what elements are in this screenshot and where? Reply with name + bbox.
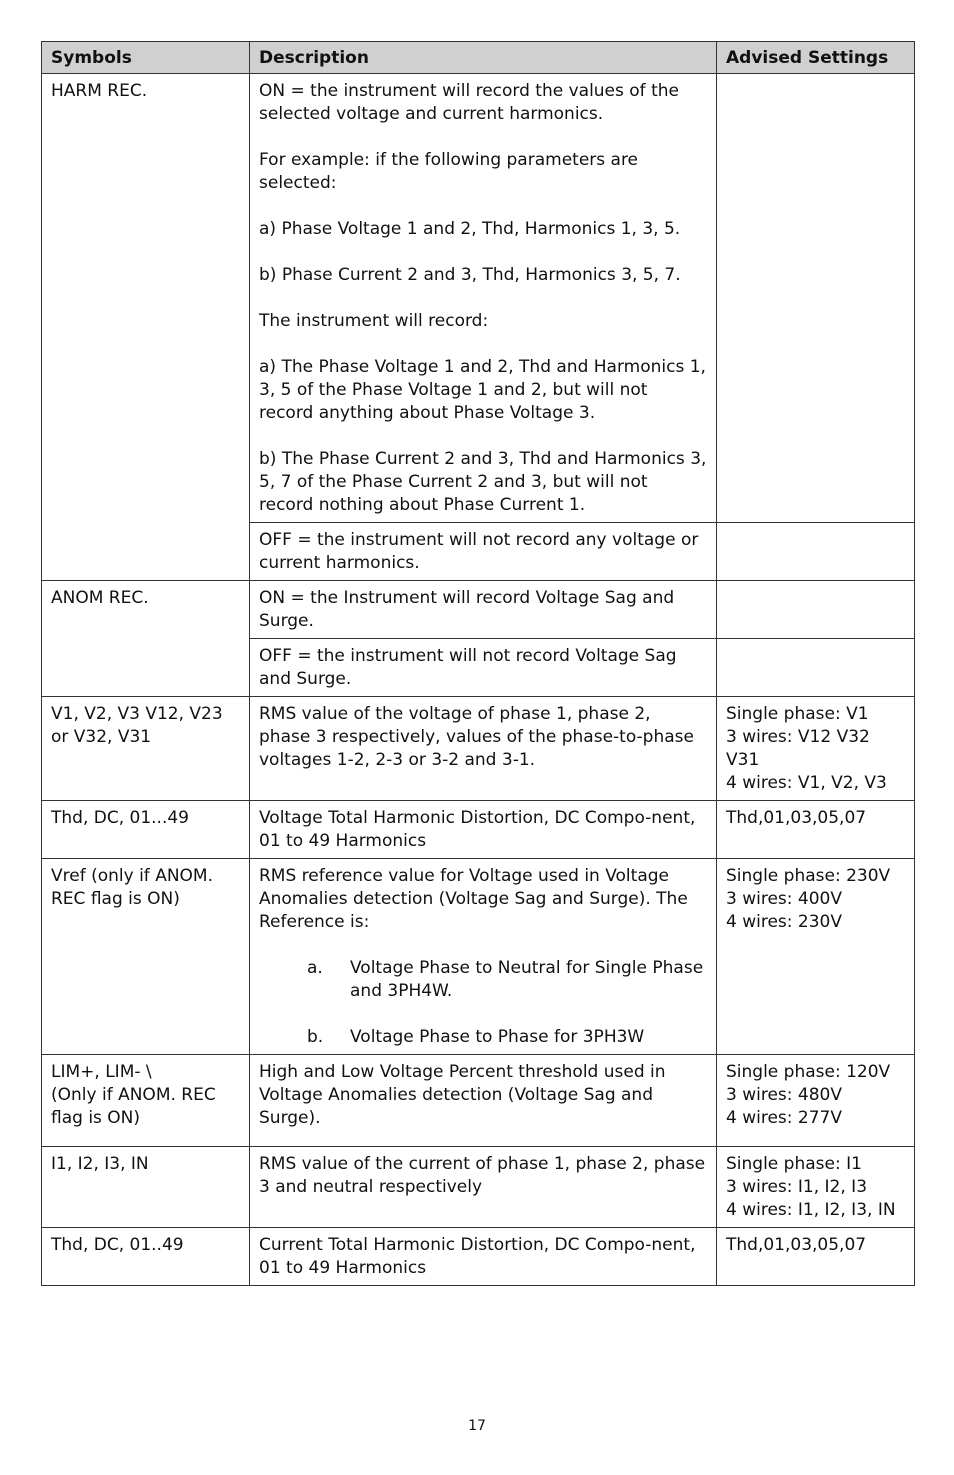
table-row: [42, 697, 915, 801]
table-row: [42, 1147, 915, 1228]
description-cell: OFF = the instrument will not record Voltage Sag and Surge.: [250, 639, 717, 697]
setting-line: Single phase: I1: [726, 1154, 862, 1174]
header-description: Description: [250, 42, 717, 74]
symbol-cell: HARM REC.: [42, 74, 250, 581]
paragraph: The instrument will record:: [259, 311, 489, 331]
settings-cell: [717, 1147, 915, 1228]
paragraph: a) Phase Voltage 1 and 2, Thd, Harmonics 1, 3, 5.: [259, 219, 681, 239]
settings-cell: [717, 1055, 915, 1147]
settings-cell: [717, 697, 915, 801]
paragraph: b) The Phase Current 2 and 3, Thd and Harmonics 3, 5, 7 of the Phase Current 2 and 3, but will not record nothing about Phase Current 1.: [259, 449, 707, 515]
settings-cell: [717, 523, 915, 581]
table-row: [42, 74, 915, 523]
page-number: 17: [468, 1418, 486, 1434]
list-text: Voltage Phase to Phase for 3PH3W: [350, 1027, 645, 1047]
description-cell: [250, 859, 717, 1055]
setting-line: 4 wires: 230V: [726, 912, 842, 932]
setting-line: 3 wires: V12 V32 V31: [726, 727, 870, 770]
settings-cell: [717, 859, 915, 1055]
header-advised-settings: Advised Settings: [717, 42, 915, 74]
settings-cell: [717, 581, 915, 639]
description-cell: [250, 74, 717, 523]
settings-cell: [717, 801, 915, 859]
description-cell: RMS value of the voltage of phase 1, phase 2, phase 3 respectively, values of the phase-to-phase voltages 1-2, 2-3 or 3-2 and 3-1.: [250, 697, 717, 801]
table-row: [42, 1228, 915, 1286]
setting-line: 4 wires: V1, V2, V3: [726, 773, 887, 793]
symbol-line: LIM+, LIM- \: [51, 1062, 152, 1082]
list-marker: a.: [307, 958, 323, 978]
table-row: [42, 1055, 915, 1147]
setting-line: Thd,01,03,05,07: [726, 1235, 867, 1255]
table-header-row: [42, 42, 915, 74]
symbol-line: (Only if ANOM. REC flag is ON): [51, 1085, 216, 1128]
setting-line: Single phase: V1: [726, 704, 869, 724]
setting-line: Single phase: 120V: [726, 1062, 891, 1082]
setting-line: 4 wires: 277V: [726, 1108, 842, 1128]
symbol-cell: [42, 1055, 250, 1147]
setting-line: Single phase: 230V: [726, 866, 891, 886]
paragraph: b) Phase Current 2 and 3, Thd, Harmonics 3, 5, 7.: [259, 265, 681, 285]
paragraph: RMS reference value for Voltage used in Voltage Anomalies detection (Voltage Sag and Surge). The Reference is:: [259, 866, 688, 932]
setting-line: 4 wires: I1, I2, I3, IN: [726, 1200, 896, 1220]
list-text: Voltage Phase to Neutral for Single Phase and 3PH4W.: [350, 958, 704, 1001]
description-cell: High and Low Voltage Percent threshold used in Voltage Anomalies detection (Voltage Sag and Surge).: [250, 1055, 717, 1147]
setting-line: 3 wires: I1, I2, I3: [726, 1177, 868, 1197]
header-symbols: Symbols: [42, 42, 250, 74]
description-cell: RMS value of the current of phase 1, phase 2, phase 3 and neutral respectively: [250, 1147, 717, 1228]
paragraph: a) The Phase Voltage 1 and 2, Thd and Harmonics 1, 3, 5 of the Phase Voltage 1 and 2, but will not record anything about Phase Voltage 3.: [259, 357, 706, 423]
symbol-cell: Thd, DC, 01...49: [42, 801, 250, 859]
symbols-table: [41, 41, 915, 1286]
description-cell: Voltage Total Harmonic Distortion, DC Compo-nent, 01 to 49 Harmonics: [250, 801, 717, 859]
setting-line: Thd,01,03,05,07: [726, 808, 867, 828]
description-cell: Current Total Harmonic Distortion, DC Compo-nent, 01 to 49 Harmonics: [250, 1228, 717, 1286]
reference-list: [259, 957, 707, 1049]
table-row: [42, 581, 915, 639]
table-row: [42, 801, 915, 859]
symbol-cell: ANOM REC.: [42, 581, 250, 697]
setting-line: 3 wires: 400V: [726, 889, 842, 909]
symbol-cell: I1, I2, I3, IN: [42, 1147, 250, 1228]
setting-line: 3 wires: 480V: [726, 1085, 842, 1105]
symbol-cell: Vref (only if ANOM. REC flag is ON): [42, 859, 250, 1055]
symbol-cell: V1, V2, V3 V12, V23 or V32, V31: [42, 697, 250, 801]
description-cell: OFF = the instrument will not record any voltage or current harmonics.: [250, 523, 717, 581]
list-marker: b.: [307, 1027, 324, 1047]
list-item: [307, 1026, 707, 1049]
paragraph: ON = the instrument will record the values of the selected voltage and current harmonics.: [259, 81, 679, 124]
table-row: [42, 859, 915, 1055]
settings-cell: [717, 639, 915, 697]
settings-cell: [717, 1228, 915, 1286]
symbol-cell: Thd, DC, 01..49: [42, 1228, 250, 1286]
list-item: [307, 957, 707, 1003]
settings-cell: [717, 74, 915, 523]
description-cell: ON = the Instrument will record Voltage Sag and Surge.: [250, 581, 717, 639]
paragraph: For example: if the following parameters are selected:: [259, 150, 639, 193]
